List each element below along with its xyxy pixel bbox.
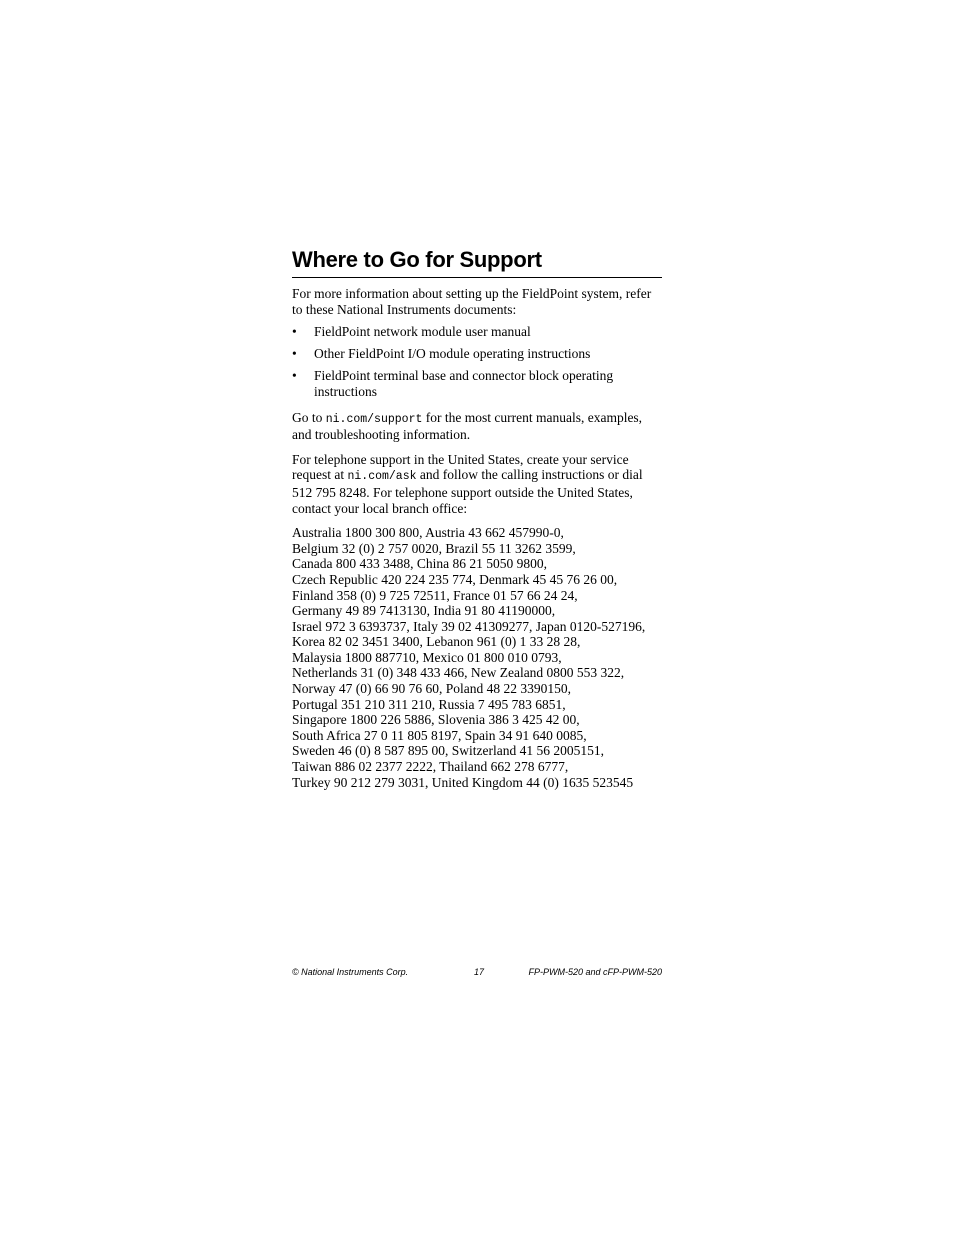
office-line: Canada 800 433 3488, China 86 21 5050 9800, (292, 556, 547, 572)
office-line: Czech Republic 420 224 235 774, Denmark 45 45 76 26 00, (292, 571, 618, 587)
office-line: Portugal 351 210 311 210, Russia 7 495 783 6851, (292, 696, 566, 712)
phone-suffix: and follow the calling instructions or dial 512 795 8248. For telephone support outside the United States, contact your local branch office: (292, 467, 643, 516)
list-item-text: Other FieldPoint I/O module operating instructions (314, 346, 591, 362)
branch-office-list (292, 525, 662, 790)
footer-product-name: FP-PWM-520 and cFP-PWM-520 (528, 967, 662, 977)
list-item-text: FieldPoint terminal base and connector block operating instructions (314, 368, 614, 399)
office-line: Sweden 46 (0) 8 587 895 00, Switzerland 41 56 2005151, (292, 743, 604, 759)
office-line: Norway 47 (0) 66 90 76 60, Poland 48 22 3390150, (292, 681, 571, 697)
office-line: Israel 972 3 6393737, Italy 39 02 41309277, Japan 0120-527196, (292, 618, 646, 634)
document-list (292, 324, 662, 399)
office-line: Malaysia 1800 887710, Mexico 01 800 010 0793, (292, 649, 562, 665)
office-line: Australia 1800 300 800, Austria 43 662 457990-0, (292, 525, 564, 541)
section-heading: Where to Go for Support (292, 246, 662, 278)
support-link-paragraph (292, 410, 662, 443)
support-url-link[interactable]: ni.com/support (325, 412, 423, 426)
office-line: Finland 358 (0) 9 725 72511, France 01 57 66 24 24, (292, 587, 578, 603)
ask-url-link[interactable]: ni.com/ask (347, 470, 417, 484)
goto-prefix: Go to (292, 409, 326, 425)
office-line: Korea 82 02 3451 3400, Lebanon 961 (0) 1 33 28 28, (292, 634, 581, 650)
office-line: Belgium 32 (0) 2 757 0020, Brazil 55 11 3262 3599, (292, 540, 576, 556)
office-line: Turkey 90 212 279 3031, United Kingdom 44 (0) 1635 523545 (292, 774, 634, 790)
list-item (292, 346, 662, 362)
office-line: Netherlands 31 (0) 348 433 466, New Zealand 0800 553 322, (292, 665, 625, 681)
list-item (292, 324, 662, 340)
footer-copyright: © National Instruments Corp. (292, 967, 409, 977)
support-section (292, 246, 662, 790)
telephone-support-paragraph (292, 452, 662, 516)
office-line: Taiwan 886 02 2377 2222, Thailand 662 278 6777, (292, 759, 569, 775)
page-footer (292, 965, 662, 979)
office-line: Singapore 1800 226 5886, Slovenia 386 3 425 42 00, (292, 712, 580, 728)
office-line: Germany 49 89 7413130, India 91 80 41190000, (292, 603, 556, 619)
phone-prefix: For telephone support in the United States, create your service request at (292, 451, 629, 483)
list-item (292, 368, 662, 399)
bullet-icon: • (292, 346, 297, 362)
list-item-text: FieldPoint network module user manual (314, 324, 531, 340)
bullet-icon: • (292, 324, 297, 340)
intro-paragraph: For more information about setting up the FieldPoint system, refer to these National Instruments documents: (292, 286, 652, 317)
footer-page-number: 17 (474, 967, 485, 977)
bullet-icon: • (292, 368, 297, 384)
office-line: South Africa 27 0 11 805 8197, Spain 34 91 640 0085, (292, 727, 587, 743)
goto-suffix: for the most current manuals, examples, and troubleshooting information. (292, 409, 643, 443)
